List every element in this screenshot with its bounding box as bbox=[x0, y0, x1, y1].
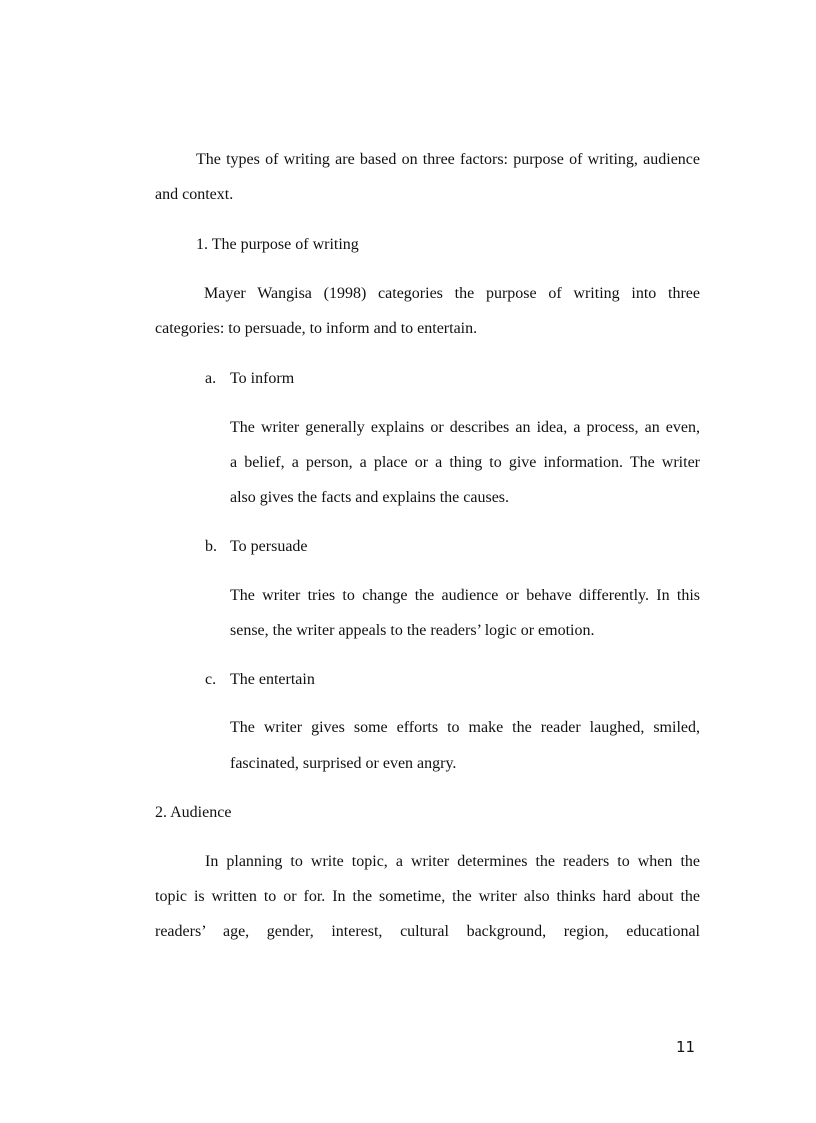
inform-line-1: The writer generally explains or describes an idea, a process, an even, bbox=[230, 419, 700, 436]
list-item-title-entertain: The entertain bbox=[230, 671, 315, 688]
inform-line-2: a belief, a person, a place or a thing to give information. The writer bbox=[230, 454, 700, 471]
inform-line-3: also gives the facts and explains the causes. bbox=[230, 489, 510, 506]
page-number: 11 bbox=[676, 1038, 696, 1056]
purpose-paragraph-line-1: Mayer Wangisa (1998) categories the purpose of writing into three bbox=[204, 285, 700, 302]
intro-line-1: The types of writing are based on three factors: purpose of writing, audience bbox=[196, 151, 700, 168]
list-marker-a: a. bbox=[205, 370, 217, 387]
section-heading-audience: 2. Audience bbox=[155, 804, 232, 821]
audience-line-3: readers’ age, gender, interest, cultural background, region, educational bbox=[155, 923, 700, 940]
list-item-title-inform: To inform bbox=[230, 370, 295, 387]
list-item-title-persuade: To persuade bbox=[230, 538, 308, 555]
purpose-paragraph-line-2: categories: to persuade, to inform and to entertain. bbox=[155, 320, 478, 337]
persuade-line-1: The writer tries to change the audience or behave differently. In this bbox=[230, 587, 700, 604]
persuade-line-2: sense, the writer appeals to the readers’ logic or emotion. bbox=[230, 622, 595, 639]
entertain-line-2: fascinated, surprised or even angry. bbox=[230, 755, 457, 772]
list-marker-b: b. bbox=[205, 538, 217, 555]
list-marker-c: c. bbox=[205, 671, 217, 688]
intro-line-2: and context. bbox=[155, 186, 234, 203]
entertain-line-1: The writer gives some efforts to make the reader laughed, smiled, bbox=[230, 719, 700, 736]
audience-line-1: In planning to write topic, a writer determines the readers to when the bbox=[205, 853, 700, 870]
section-heading-purpose: 1. The purpose of writing bbox=[196, 236, 359, 253]
audience-line-2: topic is written to or for. In the sometime, the writer also thinks hard about the bbox=[155, 888, 700, 905]
